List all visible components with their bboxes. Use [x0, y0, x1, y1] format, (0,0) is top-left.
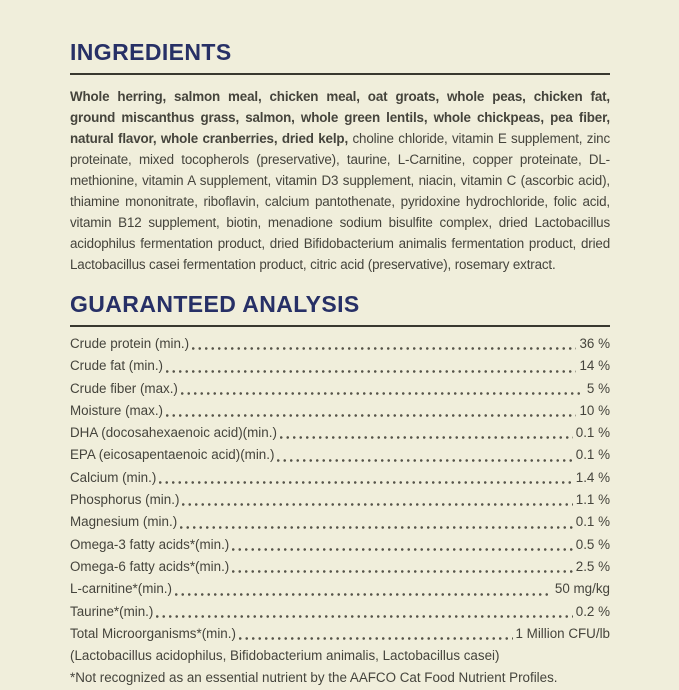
- ingredients-section: [70, 40, 610, 275]
- leader-dots: [166, 370, 576, 373]
- leader-dots: [166, 414, 576, 417]
- aafco-footnote: *Not recognized as an essential nutrient by the AAFCO Cat Food Nutrient Profiles.: [70, 670, 558, 686]
- leader-dots: [159, 481, 572, 484]
- analysis-label: DHA (docosahexaenoic acid)(min.): [70, 425, 277, 441]
- leader-dots: [232, 548, 573, 551]
- leader-dots: [232, 570, 573, 573]
- analysis-label: L-carnitine*(min.): [70, 581, 172, 597]
- analysis-value: 36 %: [579, 336, 610, 351]
- analysis-row: [70, 422, 610, 444]
- analysis-value: 1.4 %: [575, 469, 610, 485]
- analysis-label: Crude fat (min.): [70, 358, 164, 374]
- analysis-value: 0.1 %: [575, 514, 610, 530]
- ingredients-heading: INGREDIENTS: [70, 39, 232, 65]
- analysis-value: 5 %: [586, 380, 610, 396]
- analysis-row: [70, 578, 610, 600]
- analysis-row: [70, 400, 610, 422]
- analysis-label: EPA (eicosapentaenoic acid)(min.): [70, 447, 275, 463]
- analysis-row: [70, 511, 610, 533]
- analysis-row: [70, 489, 610, 511]
- analysis-label: Omega-6 fatty acids*(min.): [70, 558, 230, 574]
- analysis-value: 50 mg/kg: [554, 581, 610, 597]
- analysis-value: 0.1 %: [575, 425, 610, 441]
- analysis-value: 1 Million CFU/lb: [515, 625, 610, 641]
- analysis-label: Crude protein (min.): [70, 336, 190, 351]
- analysis-value: 1.1 %: [575, 492, 610, 508]
- leader-dots: [277, 459, 572, 462]
- leader-dots: [175, 593, 552, 596]
- analysis-value: 2.5 %: [575, 558, 610, 574]
- analysis-row: [70, 623, 610, 645]
- analysis-label: Taurine*(min.): [70, 603, 154, 619]
- ingredients-text: [70, 86, 610, 275]
- analysis-value: 0.5 %: [575, 536, 610, 552]
- analysis-label: Magnesium (min.): [70, 514, 178, 530]
- ingredients-main-list: Whole herring, salmon meal, chicken meal, oat groats, whole peas, chicken fat, ground miscanthus grass, salmon, whole green lentils, whole chickpeas, pea fiber, natural flavor, whole cranberries, dried kelp,: [70, 89, 610, 146]
- analysis-row: [70, 467, 610, 489]
- leader-dots: [182, 503, 572, 506]
- guaranteed-analysis-heading: GUARANTEED ANALYSIS: [70, 291, 360, 317]
- analysis-label: Phosphorus (min.): [70, 492, 180, 508]
- analysis-label: Moisture (max.): [70, 402, 164, 418]
- analysis-row: [70, 355, 610, 377]
- analysis-row: [70, 534, 610, 556]
- leader-dots: [192, 347, 576, 350]
- leader-dots: [239, 637, 513, 640]
- analysis-row: [70, 601, 610, 623]
- leader-dots: [180, 526, 573, 529]
- leader-dots: [280, 436, 573, 439]
- analysis-row: [70, 333, 610, 355]
- guaranteed-analysis-table: [70, 333, 610, 645]
- guaranteed-analysis-divider: [70, 325, 610, 327]
- leader-dots: [181, 392, 584, 395]
- leader-dots: [156, 615, 572, 618]
- microorganisms-note: (Lactobacillus acidophilus, Bifidobacterium animalis, Lactobacillus casei): [70, 648, 500, 664]
- analysis-label: Calcium (min.): [70, 469, 157, 485]
- guaranteed-analysis-section: [70, 292, 610, 690]
- analysis-row: [70, 556, 610, 578]
- analysis-value: 0.1 %: [575, 447, 610, 463]
- analysis-label: Total Microorganisms*(min.): [70, 625, 236, 641]
- analysis-row: [70, 378, 610, 400]
- analysis-value: 14 %: [579, 358, 610, 374]
- analysis-label: Omega-3 fatty acids*(min.): [70, 536, 230, 552]
- ingredients-divider: [70, 73, 610, 75]
- analysis-value: 10 %: [579, 402, 610, 418]
- analysis-label: Crude fiber (max.): [70, 380, 178, 396]
- analysis-row: [70, 444, 610, 466]
- ingredients-supplement-list: choline chloride, vitamin E supplement, zinc proteinate, mixed tocopherols (preservative), taurine, L-Carnitine, copper proteinate, DL-methionine, vitamin A supplement, vitamin D3 supplement, niacin, vitamin C (ascorbic acid), thiamine mononitrate, riboflavin, calcium pantothenate, pyridoxine hydrochloride, folic acid, vitamin B12 supplement, biotin, menadione sodium bisulfite complex, dried Lactobacillus acidophilus fermentation product, dried Bifidobacterium animalis fermentation product, dried Lactobacillus casei fermentation product, citric acid (preservative), rosemary extract.: [70, 131, 611, 272]
- analysis-value: 0.2 %: [575, 603, 610, 619]
